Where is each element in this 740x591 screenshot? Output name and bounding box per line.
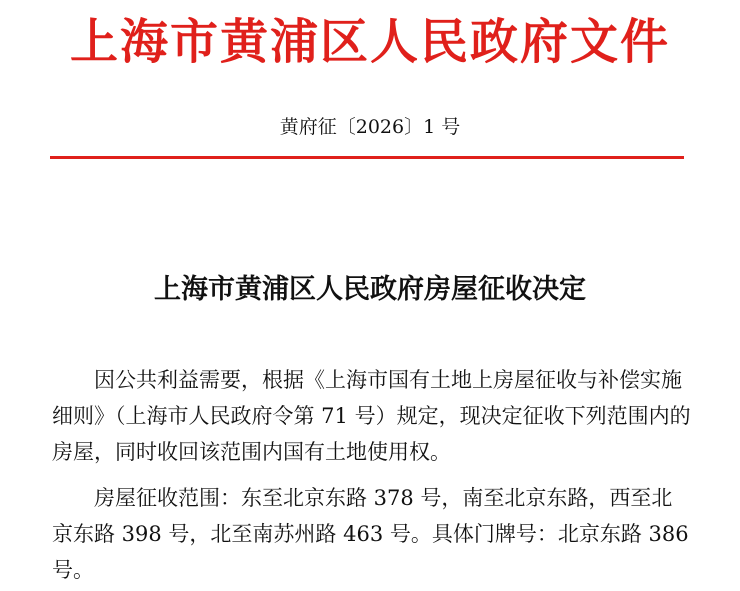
document-number: 黄府征〔2026〕1 号 xyxy=(279,116,461,138)
paragraph-expropriation-scope: 房屋征收范围：东至北京东路 378 号，南至北京东路，西至北京东路 398 号，北至南苏州路 463 号。具体门牌号：北京东路 386 号。 xyxy=(52,486,689,582)
red-divider-line xyxy=(50,156,684,159)
body-text xyxy=(52,362,692,588)
decision-title: 上海市黄浦区人民政府房屋征收决定 xyxy=(154,274,586,305)
issuer-red-header: 上海市黄浦区人民政府文件 xyxy=(69,14,670,70)
paragraph-legal-basis: 因公共利益需要，根据《上海市国有土地上房屋征收与补偿实施细则》（上海市人民政府令第 71 号）规定，现决定征收下列范围内的房屋，同时收回该范围内国有土地使用权。 xyxy=(52,368,691,464)
